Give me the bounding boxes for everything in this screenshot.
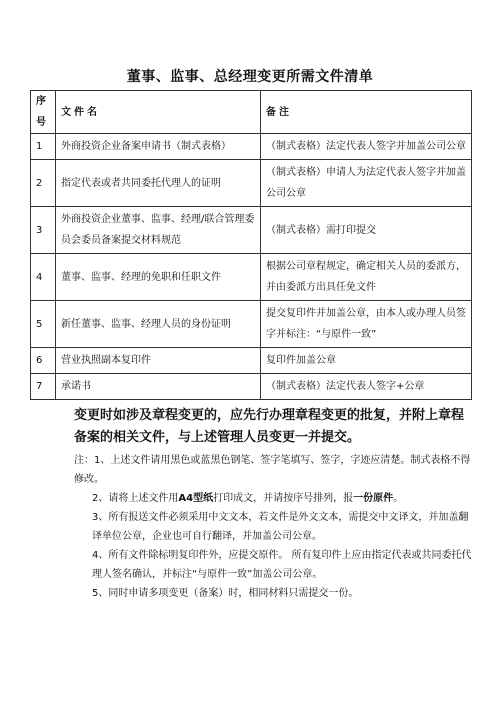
row-file-name: 外商投资企业备案申请书（制式表格） <box>56 134 261 160</box>
notes-block <box>74 451 474 603</box>
header-seq: 序号 <box>31 91 56 134</box>
table-row <box>31 374 472 400</box>
row-seq: 1 <box>31 134 56 160</box>
row-file-name: 承诺书 <box>56 374 261 400</box>
row-file-name: 新任董事、监事、经理人员的身份证明 <box>56 301 261 348</box>
document-title: 董事、监事、总经理变更所需文件清单 <box>126 69 374 85</box>
row-seq: 2 <box>31 160 56 207</box>
row-file-name: 董事、监事、经理的免职和任职文件 <box>56 254 261 301</box>
note-2-paper-size: A4型纸 <box>178 493 214 504</box>
table-row <box>31 134 472 160</box>
row-seq: 5 <box>31 301 56 348</box>
table-row <box>31 207 472 254</box>
note-5: 5、同时申请多项变更（备案）时，相同材料只需提交一份。 <box>92 588 359 599</box>
row-seq: 6 <box>31 348 56 374</box>
row-seq: 3 <box>31 207 56 254</box>
note-2-part-c: 打印成文，并请按序号排列，报 <box>213 493 354 504</box>
row-seq: 4 <box>31 254 56 301</box>
note-3: 3、所有报送文件必须采用中文文本，若文件是外文文本，需提交中文译文，并加盖翻译单位公章，企业也可自行翻译，并加盖公司公章。 <box>92 512 469 542</box>
row-file-name: 指定代表或者共同委托代理人的证明 <box>56 160 261 207</box>
header-note: 备注 <box>261 91 472 134</box>
table-row <box>31 160 472 207</box>
row-note: 根据公司章程规定，确定相关人员的委派方，并由委派方出具任免文件 <box>261 254 472 301</box>
row-note: （制式表格）申请人为法定代表人签字并加盖公司公章 <box>261 160 472 207</box>
row-file-name: 营业执照副本复印件 <box>56 348 261 374</box>
file-list-table <box>30 90 472 400</box>
table-row <box>31 348 472 374</box>
table-row <box>31 254 472 301</box>
amendment-notice: 变更时如涉及章程变更的，应先行办理章程变更的批复，并附上章程备案的相关文件，与上述管理人员变更一并提交。 <box>74 408 465 445</box>
note-4: 4、所有文件除标明复印件外，应提交原件。 所有复印件上应由指定代表或共同委托代理人签名确认，并标注“与原件一致”加盖公司公章。 <box>92 550 472 580</box>
row-note: 提交复印件并加盖公章，由本人或办理人员签字并标注：“与原件一致” <box>261 301 472 348</box>
note-2-original-count: 一份原件 <box>353 493 394 504</box>
row-note: （制式表格）法定代表人签字+公章 <box>261 374 472 400</box>
note-2-part-e: 。 <box>393 493 404 504</box>
table-header-row <box>31 91 472 134</box>
row-file-name: 外商投资企业董事、监事、经理/联合管理委员会委员备案提交材料规范 <box>56 207 261 254</box>
row-note: （制式表格）法定代表人签字并加盖公司公章 <box>261 134 472 160</box>
note-2-part-a: 2、请将上述文件用 <box>92 493 179 504</box>
note-2 <box>74 489 474 508</box>
row-note: （制式表格）需打印提交 <box>261 207 472 254</box>
header-file-name: 文件名 <box>56 91 261 134</box>
note-1: 注：1、上述文件请用黑色或蓝黑色钢笔、签字笔填写、签字，字迹应清楚。制式表格不得修改。 <box>74 455 471 485</box>
table-row <box>31 301 472 348</box>
row-note: 复印件加盖公章 <box>261 348 472 374</box>
row-seq: 7 <box>31 374 56 400</box>
